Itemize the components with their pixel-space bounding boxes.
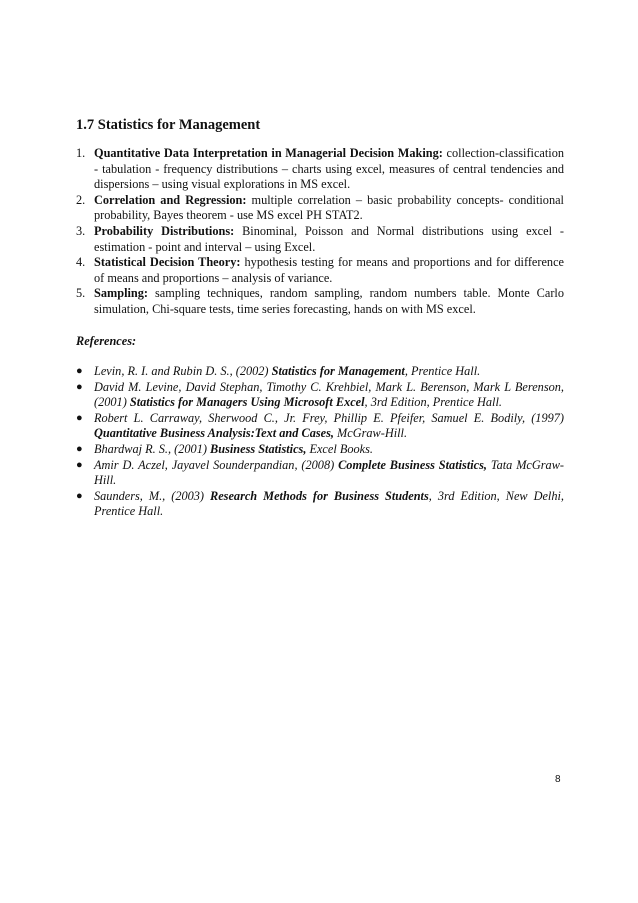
- topic-list: [76, 146, 564, 318]
- topic-item: [76, 193, 564, 224]
- section-heading: 1.7 Statistics for Management: [76, 117, 261, 133]
- topic-number: 2.: [76, 192, 86, 207]
- topic-title: Statistical Decision Theory:: [94, 255, 241, 270]
- topic-text: hypothesis testing for means and proportions and for difference of means and proportions – analysis of variance.: [94, 255, 564, 285]
- topic-title: Sampling:: [94, 286, 148, 301]
- reference-book-title: Statistics for Management: [271, 364, 405, 378]
- bullet-icon: ●: [76, 411, 83, 424]
- bullet-icon: ●: [76, 442, 83, 455]
- reference-authors: David M. Levine, David Stephan, Timothy C. Krehbiel, Mark L. Berenson, Mark L Berenson, (2001): [94, 379, 564, 410]
- bullet-icon: ●: [76, 489, 83, 502]
- reference-item: [76, 442, 564, 458]
- topic-text: multiple correlation – basic probability concepts- conditional probability, Bayes theorem - use MS excel PH STAT2.: [94, 192, 564, 223]
- reference-publisher: McGraw-Hill.: [333, 426, 408, 441]
- reference-book-title: Complete Business Statistics,: [338, 457, 487, 472]
- references-heading: References:: [76, 334, 137, 348]
- reference-publisher: , Prentice Hall.: [404, 364, 481, 378]
- reference-item: [76, 489, 564, 520]
- topic-text: sampling techniques, random sampling, random numbers table. Monte Carlo simulation, Chi-square tests, time series forecasting, hands on with MS excel.: [94, 286, 564, 316]
- reference-authors: Robert L. Carraway, Sherwood C., Jr. Frey, Phillip E. Pfeifer, Samuel E. Bodily, (1997): [94, 410, 564, 425]
- reference-item: [76, 458, 564, 489]
- topic-number: 5.: [76, 286, 86, 301]
- topic-title: Probability Distributions:: [94, 223, 235, 238]
- reference-item: [76, 411, 564, 442]
- reference-authors: Saunders, M., (2003): [94, 488, 211, 503]
- bullet-icon: ●: [76, 380, 83, 393]
- reference-publisher: Tata McGraw-Hill.: [94, 457, 565, 488]
- topic-title: Quantitative Data Interpretation in Managerial Decision Making:: [94, 146, 443, 160]
- reference-authors: Amir D. Aczel, Jayavel Sounderpandian, (2008): [94, 457, 339, 472]
- reference-book-title: Research Methods for Business Students: [210, 488, 429, 503]
- topic-title: Correlation and Regression:: [94, 192, 247, 207]
- reference-authors: Levin, R. I. and Rubin D. S., (2002): [94, 364, 272, 378]
- topic-item: [76, 146, 564, 193]
- topic-text: collection-classification - tabulation - frequency distributions – charts using excel, measures of central tendencies and dispersions – using visual explorations in MS excel.: [94, 146, 564, 192]
- reference-list: [76, 364, 564, 520]
- bullet-icon: ●: [76, 458, 83, 471]
- topic-item: [76, 286, 564, 317]
- bullet-icon: ●: [76, 365, 83, 377]
- topic-number: 3.: [76, 223, 86, 238]
- reference-book-title: Quantitative Business Analysis:Text and Cases,: [94, 426, 334, 441]
- topic-item: [76, 255, 564, 286]
- reference-authors: Bhardwaj R. S., (2001): [94, 441, 211, 456]
- reference-publisher: Excel Books.: [306, 441, 373, 456]
- reference-publisher: , 3rd Edition, New Delhi, Prentice Hall.: [94, 488, 564, 519]
- topic-text: Binominal, Poisson and Normal distributions using excel - estimation - point and interval – using Excel.: [94, 223, 564, 254]
- reference-book-title: Business Statistics,: [210, 441, 307, 456]
- topic-number: 4.: [76, 255, 86, 270]
- reference-item: [76, 364, 564, 380]
- topic-item: [76, 224, 564, 255]
- reference-book-title: Statistics for Managers Using Microsoft Excel: [129, 395, 365, 410]
- reference-publisher: , 3rd Edition, Prentice Hall.: [364, 395, 502, 410]
- page-number: 8: [555, 774, 561, 785]
- topic-number: 1.: [76, 146, 86, 160]
- reference-item: [76, 380, 564, 411]
